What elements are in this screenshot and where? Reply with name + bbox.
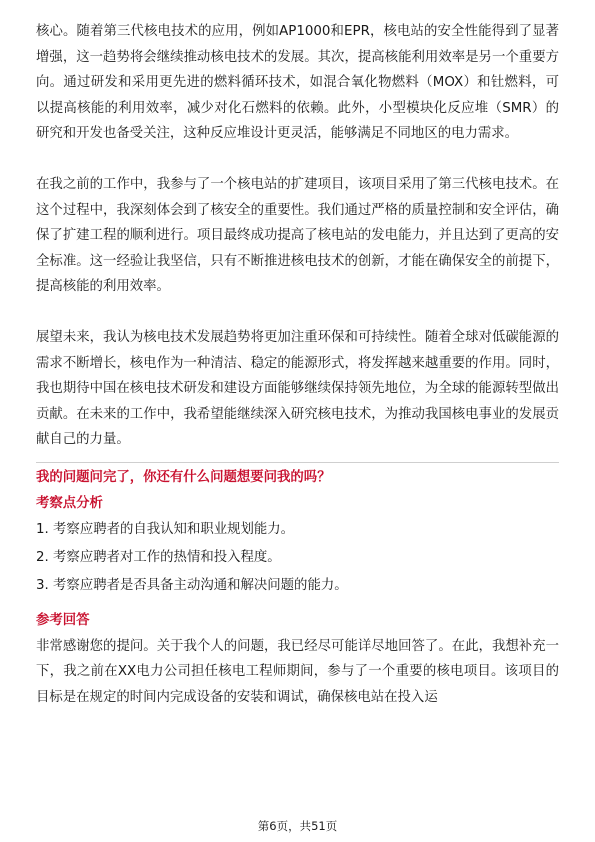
analysis-item: 3. 考察应聘者是否具备主动沟通和解决问题的能力。 <box>36 578 348 594</box>
analysis-item: 2. 考察应聘者对工作的热情和投入程度。 <box>36 550 281 566</box>
answer-paragraph: 非常感谢您的提问。关于我个人的问题，我已经尽可能详尽地回答了。在此，我想补充一下，我之前在XX电力公司担任核电工程师期间，参与了一个重要的核电项目。该项目的目标是在规定的时间内完成设备的安装和调试，确保核电站在投入运 <box>36 638 559 705</box>
analysis-list <box>36 516 559 600</box>
analysis-heading: 考察点分析 <box>36 495 103 511</box>
analysis-item: 1. 考察应聘者的自我认知和职业规划能力。 <box>36 522 295 538</box>
body-paragraph-1: 核心。随着第三代核电技术的应用，例如AP1000和EPR，核电站的安全性能得到了显著增强，这一趋势将会继续推动核电技术的发展。其次，提高核能利用效率是另一个重要方向。通过研发和采用更先进的燃料循环技术，如混合氧化物燃料（MOX）和钍燃料，可以提高核能的利用效率，减少对化石燃料的依赖。此外，小型模块化反应堆（SMR）的研究和开发也备受关注，这种反应堆设计更灵活，能够满足不同地区的电力需求。 <box>36 24 559 142</box>
interview-question: 我的问题问完了，你还有什么问题想要问我的吗？ <box>36 469 331 485</box>
document-page <box>36 19 559 710</box>
paragraph-gap <box>36 147 559 172</box>
page-number: 第6页，共51页 <box>257 819 338 833</box>
answer-heading: 参考回答 <box>36 613 90 629</box>
paragraph-gap <box>36 300 559 325</box>
body-paragraph-3: 展望未来，我认为核电技术发展趋势将更加注重环保和可持续性。随着全球对低碳能源的需求不断增长，核电作为一种清洁、稳定的能源形式，将发挥越来越重要的作用。同时，我也期待中国在核电技术研发和建设方面能够继续保持领先地位，为全球的能源转型做出贡献。在未来的工作中，我希望能继续深入研究核电技术，为推动我国核电事业的发展贡献自己的力量。 <box>36 329 559 448</box>
body-paragraph-2: 在我之前的工作中，我参与了一个核电站的扩建项目，该项目采用了第三代核电技术。在这个过程中，我深刻体会到了核安全的重要性。我们通过严格的质量控制和安全评估，确保了扩建工程的顺利进行。项目最终成功提高了核电站的发电能力，并且达到了更高的安全标准。这一经验让我坚信，只有不断推进核电技术的创新，才能在确保安全的前提下，提高核能的利用效率。 <box>36 176 559 295</box>
section-divider <box>36 462 559 463</box>
